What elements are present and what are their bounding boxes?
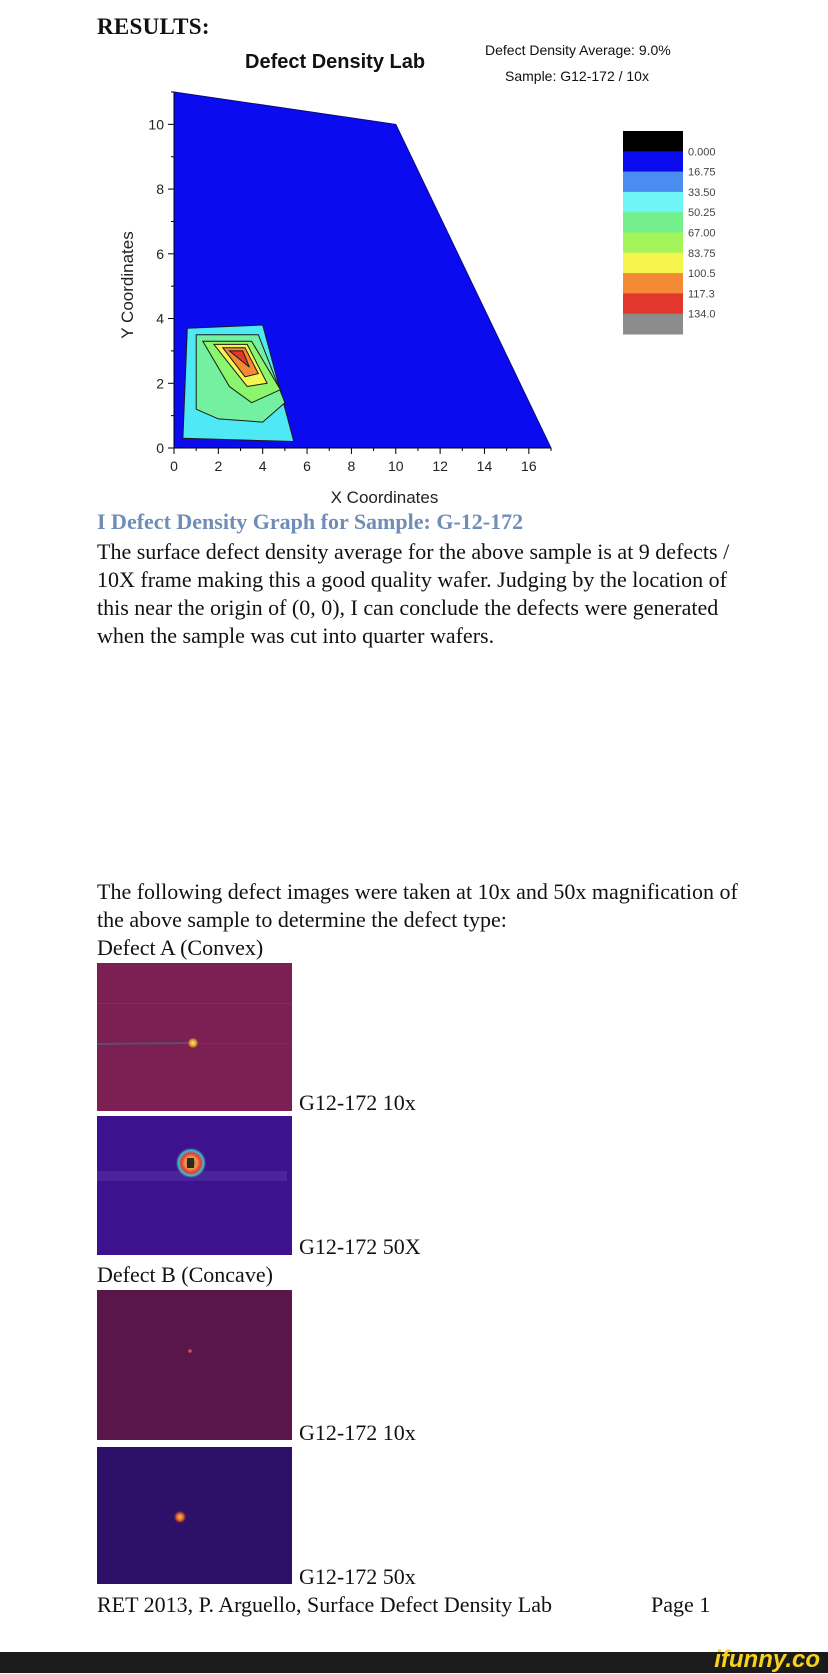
watermark-bar (0, 1652, 828, 1673)
image-label: G12-172 10x (299, 1090, 416, 1115)
summary-paragraph: The surface defect density average for the above sample is at 9 defects / 10X frame making this a good quality wafer. Judging by the location of this near the origin of (0, 0), I can conclude the defects were generated when the sample was cut into quarter wafers. (97, 539, 730, 648)
images-intro-paragraph: The following defect images were taken at 10x and 50x magnification of the above sample to determine the defect type: (97, 879, 738, 932)
legend-level-label: 0.000 (688, 146, 716, 159)
defect-a-10x-image (97, 963, 292, 1111)
image-label: G12-172 10x (299, 1420, 416, 1445)
image-label: G12-172 50X (299, 1234, 421, 1259)
legend-level-label: 134.0 (688, 308, 716, 321)
x-tick-label: 10 (387, 458, 404, 474)
legend-level-label: 117.3 (688, 288, 715, 301)
ifunny-logo: ifunny.co (714, 1646, 820, 1673)
footer-citation: RET 2013, P. Arguello, Surface Defect Density Lab (97, 1592, 552, 1617)
x-tick-label: 2 (214, 458, 223, 474)
x-tick-label: 14 (476, 458, 493, 474)
x-tick-label: 4 (258, 458, 267, 474)
sample-annotation: Sample: G12-172 / 10x (505, 68, 649, 84)
defect-density-average: Defect Density Average: 9.0% (485, 42, 671, 58)
legend-swatch-9 (623, 314, 683, 335)
legend-level-label: 50.25 (688, 207, 716, 220)
x-tick-label: 8 (347, 458, 356, 474)
legend-swatch-8 (623, 293, 683, 314)
legend-swatch-7 (623, 273, 683, 294)
y-tick-label: 8 (156, 181, 164, 198)
chart-title: Defect Density Lab (245, 51, 426, 73)
y-tick-label: 0 (156, 440, 164, 456)
x-axis-label: X Coordinates (330, 488, 439, 507)
legend-level-label: 100.5 (688, 268, 716, 281)
defect-b-50x-image (97, 1447, 292, 1584)
x-tick-label: 16 (521, 458, 537, 474)
legend-swatch-6 (623, 253, 683, 274)
results-heading: RESULTS: (97, 14, 210, 39)
legend-level-label: 83.75 (688, 247, 716, 260)
defect-b-heading: Defect B (Concave) (97, 1262, 273, 1287)
x-tick-label: 6 (303, 458, 311, 474)
y-tick-label: 4 (156, 310, 164, 327)
y-axis-label: Y Coordinates (118, 231, 137, 339)
legend-level-label: 67.00 (688, 227, 716, 240)
defect-a-heading: Defect A (Convex) (97, 935, 264, 960)
legend-swatch-5 (623, 233, 683, 254)
y-tick-label: 10 (148, 116, 164, 133)
x-tick-label: 0 (170, 458, 178, 474)
y-tick-label: 6 (156, 245, 164, 262)
legend-swatch-4 (623, 212, 683, 233)
legend-swatch-3 (623, 192, 683, 213)
page-number: Page 1 (651, 1592, 711, 1617)
legend-swatch-1 (623, 151, 683, 172)
defect-a-50x-image (97, 1116, 292, 1255)
defect-b-10x-image (97, 1290, 292, 1440)
x-tick-label: 12 (432, 458, 448, 474)
y-tick-label: 2 (156, 375, 164, 392)
legend-level-label: 33.50 (688, 186, 716, 199)
figure-caption: I Defect Density Graph for Sample: G-12-172 (97, 509, 524, 534)
defect-density-contour-chart (0, 0, 828, 520)
legend-level-label: 16.75 (688, 166, 716, 179)
legend-swatch-0 (623, 131, 683, 152)
legend-swatch-2 (623, 172, 683, 193)
image-label: G12-172 50x (299, 1564, 416, 1589)
